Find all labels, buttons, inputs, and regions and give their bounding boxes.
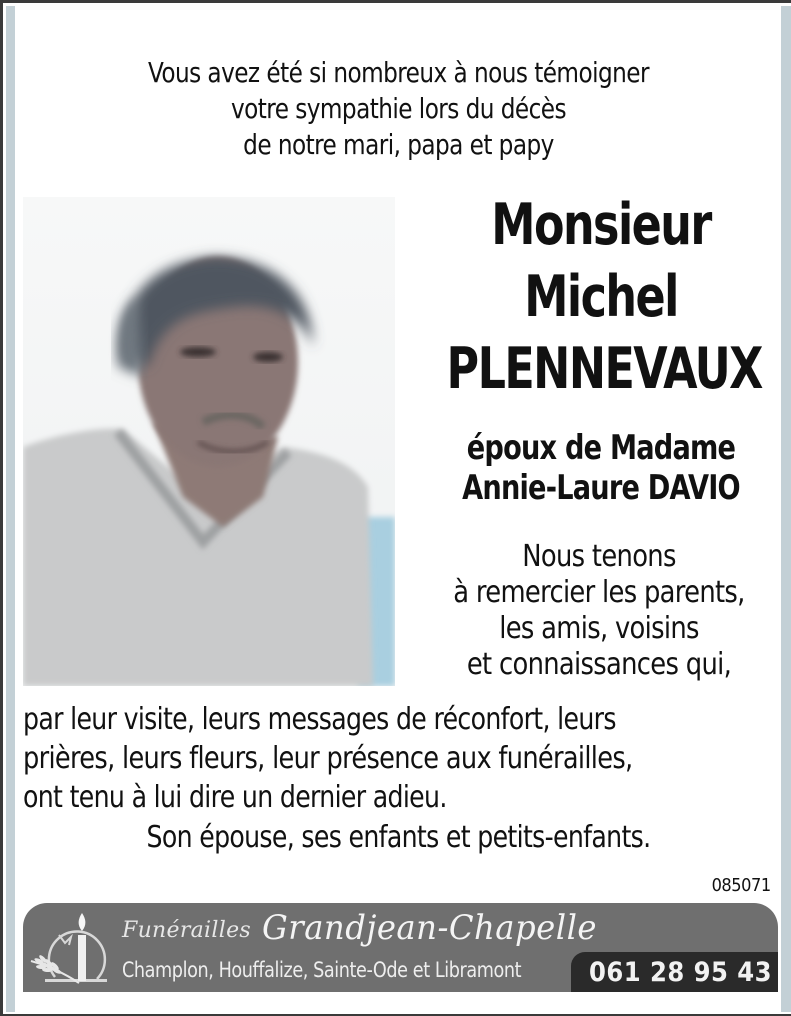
body-text	[23, 700, 774, 817]
spouse-info	[403, 428, 791, 508]
body-line: prières, leurs fleurs, leur présence aux funérailles,	[23, 741, 633, 776]
right-border-strip	[781, 6, 791, 1012]
intro-line: votre sympathie lors du décès	[230, 92, 567, 125]
phone-number: 061 28 95 43	[589, 957, 772, 988]
reference-number: 085071	[711, 875, 771, 896]
funeral-home-locations: Champlon, Houffalize, Sainte-Ode et Libramont	[122, 958, 522, 982]
left-border-strip	[6, 6, 15, 1012]
spouse-line-1: époux de Madame	[466, 428, 736, 468]
funeral-home-name: Grandjean-Chapelle	[262, 908, 597, 948]
family-signature: Son épouse, ses enfants et petits-enfants.	[146, 820, 651, 855]
candle-wheat-icon	[25, 907, 117, 991]
intro-line: de notre mari, papa et papy	[243, 128, 554, 161]
funeral-home-prefix: Funérailles	[122, 918, 251, 943]
deceased-first-name: Michel	[524, 264, 678, 330]
thanks-line: Nous tenons	[522, 539, 676, 574]
funeral-home-banner	[23, 903, 778, 992]
deceased-name	[403, 189, 791, 405]
body-line: par leur visite, leurs messages de réconfort, leurs	[23, 702, 616, 737]
deceased-title: Monsieur	[491, 192, 711, 258]
intro-text	[53, 55, 744, 163]
phone-box	[571, 952, 778, 992]
thanks-text	[409, 539, 789, 683]
intro-line: Vous avez été si nombreux à nous témoigner	[148, 56, 649, 89]
thanks-line: à remercier les parents,	[453, 575, 745, 610]
portrait-photo	[23, 197, 395, 686]
deceased-last-name: PLENNEVAUX	[446, 336, 762, 402]
body-line: ont tenu à lui dire un dernier adieu.	[23, 780, 447, 815]
thanks-line: les amis, voisins	[499, 611, 699, 646]
spouse-line-2: Annie-Laure DAVIO	[462, 468, 740, 508]
thanks-line: et connaissances qui,	[466, 647, 732, 682]
